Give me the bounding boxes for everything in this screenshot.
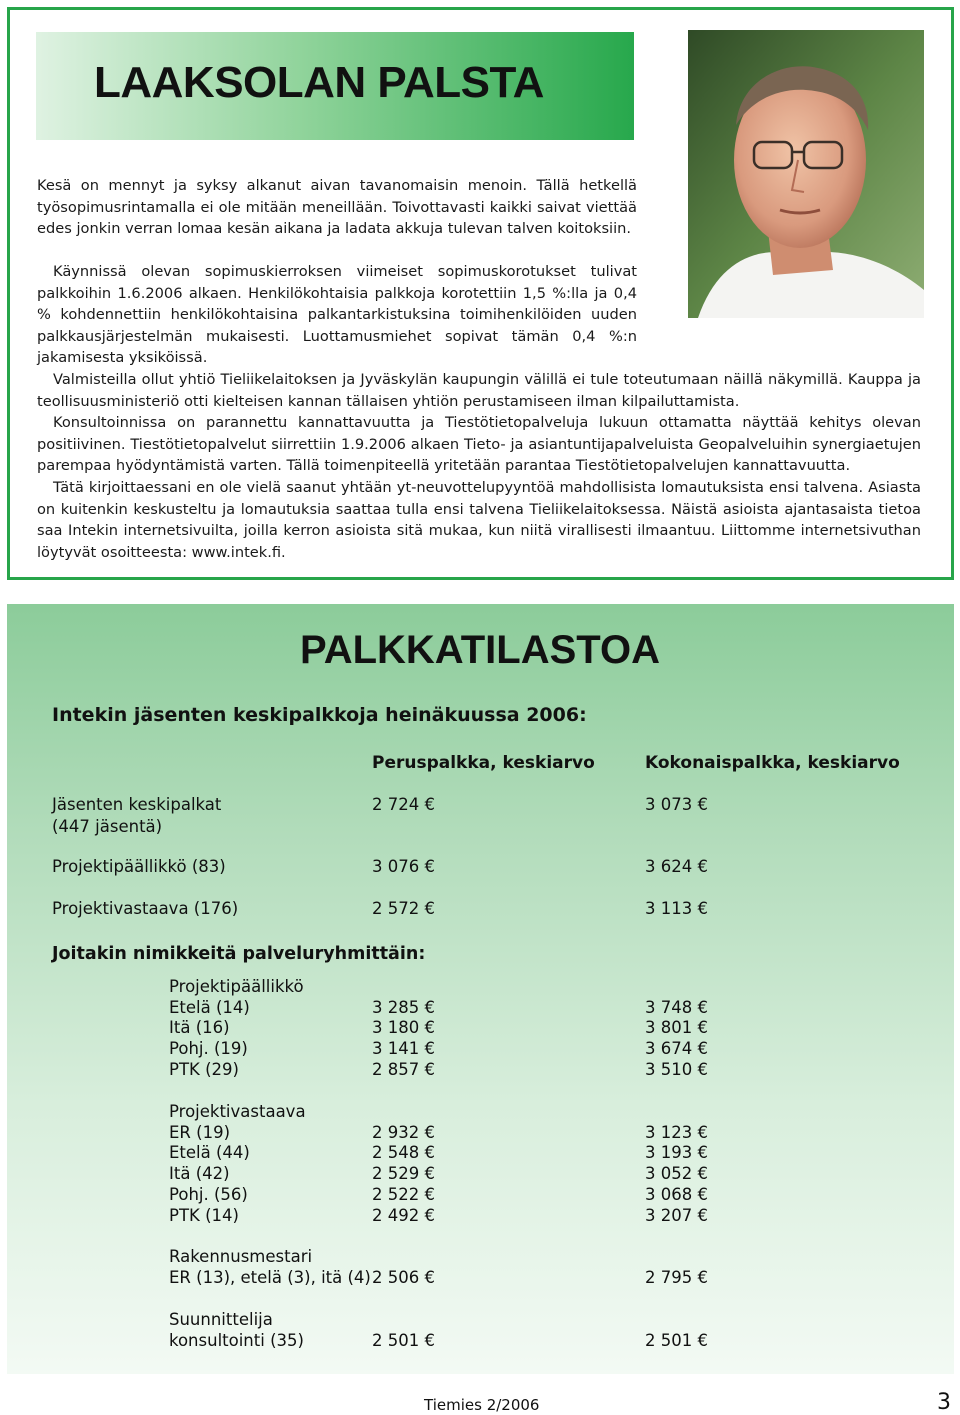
group-row-base: 3 180 € xyxy=(372,1018,435,1037)
group-row-base: 2 501 € xyxy=(372,1331,435,1350)
group-title: Suunnittelija xyxy=(169,1310,273,1329)
column-paragraph-2: Käynnissä olevan sopimuskierroksen viimeiset sopimuskorotukset tulivat palkkoihin 1.6.2006 alkaen. Henkilökohtaisia palkkoja korotettiin 1,5 %:lla ja 0,4 % kohdennettiin henkilökohtaisina palkantarkistuksina toimihenkilöiden uuden palkkausjärjestelmän mukaisesti. Luottamusmiehet sopivat tämän 0,4 %:n jakamisesta yksiköissä. xyxy=(37,263,637,367)
group-row-base: 2 857 € xyxy=(372,1060,435,1079)
stats-subtitle: Intekin jäsenten keskipalkkoja heinäkuussa 2006: xyxy=(52,704,587,726)
group-row-base: 2 522 € xyxy=(372,1185,435,1204)
column-paragraph-1: Kesä on mennyt ja syksy alkanut aivan tavanomaisin menoin. Tällä hetkellä työsopimusrintamalla ei ole mitään meneillään. Toivottavasti kaikki saivat viettää edes jonkin verran lomaa kesän aikana ja ladata akkuja tulevan talven koitoksiin. xyxy=(37,177,637,238)
row-total-value: 3 113 € xyxy=(645,899,708,918)
row-label-secondary: (447 jäsentä) xyxy=(52,817,163,836)
group-row-total: 3 123 € xyxy=(645,1123,708,1142)
column-header-base: Peruspalkka, keskiarvo xyxy=(372,753,595,773)
group-row-base: 2 932 € xyxy=(372,1123,435,1142)
group-row-label: Pohj. (19) xyxy=(169,1039,248,1058)
column-paragraph-3: Valmisteilla ollut yhtiö Tieliikelaitoksen ja Jyväskylän kaupungin välillä ei tule toteutumaan näillä näkymillä. Kauppa ja teollisuusministeriö otti kielteisen kannan tällaisen yhtiön perustamiseen ilman kilpailuttamista. xyxy=(37,371,921,410)
group-row-total: 3 207 € xyxy=(645,1206,708,1225)
row-total-value: 3 624 € xyxy=(645,857,708,876)
group-row-total: 3 193 € xyxy=(645,1143,708,1162)
column-title: LAAKSOLAN PALSTA xyxy=(94,58,544,107)
group-row-label: ER (13), etelä (3), itä (4) xyxy=(169,1268,371,1287)
group-row-total: 3 052 € xyxy=(645,1164,708,1183)
row-base-value: 2 572 € xyxy=(372,899,435,918)
group-row-base: 2 548 € xyxy=(372,1143,435,1162)
group-row-label: konsultointi (35) xyxy=(169,1331,304,1350)
group-title: Projektivastaava xyxy=(169,1102,306,1121)
page-number: 3 xyxy=(937,1390,951,1415)
column-banner xyxy=(36,32,634,140)
group-row-total: 2 795 € xyxy=(645,1268,708,1287)
group-row-total: 3 801 € xyxy=(645,1018,708,1037)
publication-footer: Tiemies 2/2006 xyxy=(424,1396,540,1414)
group-row-base: 3 141 € xyxy=(372,1039,435,1058)
group-title: Rakennusmestari xyxy=(169,1247,313,1266)
group-row-base: 2 506 € xyxy=(372,1268,435,1287)
row-total-value: 3 073 € xyxy=(645,795,708,814)
group-row-label: ER (19) xyxy=(169,1123,231,1142)
portrait-photo-graphic xyxy=(688,30,924,318)
group-row-label: Etelä (14) xyxy=(169,998,250,1017)
row-base-value: 3 076 € xyxy=(372,857,435,876)
row-label: Projektivastaava (176) xyxy=(52,899,239,918)
row-label: Projektipäällikkö (83) xyxy=(52,857,226,876)
group-title: Projektipäällikkö xyxy=(169,977,304,996)
group-row-label: PTK (14) xyxy=(169,1206,239,1225)
group-row-base: 3 285 € xyxy=(372,998,435,1017)
group-row-label: PTK (29) xyxy=(169,1060,239,1079)
portrait-photo xyxy=(688,30,924,318)
row-label: Jäsenten keskipalkat xyxy=(52,795,222,814)
group-row-total: 3 510 € xyxy=(645,1060,708,1079)
row-base-value: 2 724 € xyxy=(372,795,435,814)
column-header-total: Kokonaispalkka, keskiarvo xyxy=(645,753,900,773)
groups-heading: Joitakin nimikkeitä palveluryhmittäin: xyxy=(52,944,426,964)
group-row-total: 2 501 € xyxy=(645,1331,708,1350)
group-row-label: Itä (42) xyxy=(169,1164,230,1183)
stats-title: PALKKATILASTOA xyxy=(300,628,660,672)
group-row-label: Itä (16) xyxy=(169,1018,230,1037)
group-row-total: 3 674 € xyxy=(645,1039,708,1058)
column-paragraph-4: Konsultoinnissa on parannettu kannattavuutta ja Tiestötietopalveluja lukuun ottamatta näyttää kehitys olevan positiivinen. Tiestötietopalvelut siirrettiin 1.9.2006 alkaen Tieto- ja asiantuntijapalveluista Geopalveluihin synergiaetujen parempaa hyödyntämistä varten. Tällä toimenpiteellä yritetään parantaa Tiestötietopalvelujen kannattavuutta. xyxy=(37,414,921,475)
group-row-base: 2 492 € xyxy=(372,1206,435,1225)
group-row-total: 3 068 € xyxy=(645,1185,708,1204)
group-row-label: Etelä (44) xyxy=(169,1143,250,1162)
group-row-total: 3 748 € xyxy=(645,998,708,1017)
group-row-label: Pohj. (56) xyxy=(169,1185,248,1204)
column-paragraph-5: Tätä kirjoittaessani en ole vielä saanut yhtään yt-neuvottelupyyntöä mahdollisista lomautuksista ensi talvena. Asiasta on kuitenkin keskusteltu ja lomautuksia saattaa tulla ensi talvena Tieliikelaitoksessa. Näistä asioista ajantasaista tietoa saa Intekin internetsivuilta, joilla kerron asioista sitä mukaa, kun niitä virallisesti ilmaantuu. Liittomme internetsivuthan löytyvät osoitteesta: www.intek.fi. xyxy=(37,479,921,561)
group-row-base: 2 529 € xyxy=(372,1164,435,1183)
